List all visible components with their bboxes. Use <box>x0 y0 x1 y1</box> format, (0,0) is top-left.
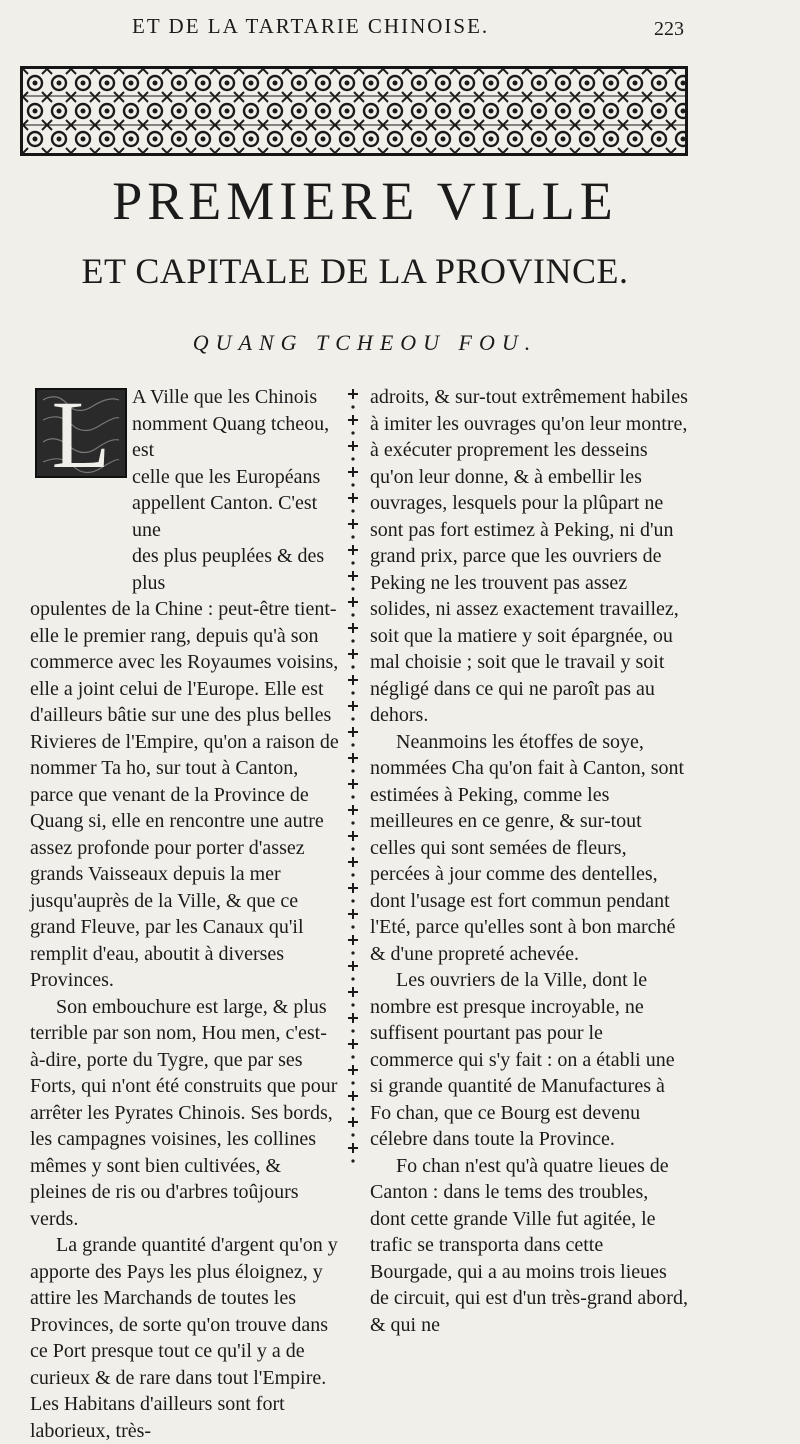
divider-mark <box>348 779 358 789</box>
column-divider-ornament-icon <box>340 388 366 1164</box>
divider-dot <box>351 951 354 954</box>
divider-dot <box>351 795 354 798</box>
ornament-pattern-icon <box>23 69 685 153</box>
divider-dot <box>351 1133 354 1136</box>
divider-dot <box>351 821 354 824</box>
running-title: ET DE LA TARTARIE CHINOISE. <box>132 14 490 38</box>
divider-mark <box>348 1143 358 1153</box>
divider-dot <box>351 769 354 772</box>
divider-dot <box>351 483 354 486</box>
opening-line: nomment Quang tcheou, est <box>132 412 330 461</box>
opening-line: A Ville que les Chinois <box>132 386 318 408</box>
divider-mark <box>348 1065 358 1075</box>
divider-dot <box>351 405 354 408</box>
column-divider <box>340 388 366 1164</box>
opening-line: des plus peuplées & des plus <box>132 545 325 594</box>
divider-mark <box>348 701 358 711</box>
drop-cap-letter: L <box>51 381 111 488</box>
divider-dot <box>351 899 354 902</box>
divider-dot <box>351 639 354 642</box>
divider-mark <box>348 805 358 815</box>
divider-mark <box>348 571 358 581</box>
divider-dot <box>351 717 354 720</box>
divider-dot <box>351 587 354 590</box>
divider-dot <box>351 431 354 434</box>
divider-dot <box>351 873 354 876</box>
paragraph: Neanmoins les étoffes de soye, nommées Cha qu'on fait à Canton, sont estimées à Peking, comme les meilleures en ce genre, & sur-tout celles qui sont semées de fleurs, percées à jour comme des dentelles, dont l'usage est fort commun pendant l'Eté, parce qu'elles sont à bon marché & d'une propreté achevée. <box>370 730 685 965</box>
divider-mark <box>348 389 358 399</box>
paragraph: opulentes de la Chine : peut-être tient-elle le premier rang, depuis qu'à son commerce avec les Royaumes voisins, elle a joint celui de l'Europe. Elle est d'ailleurs bâtie sur une des plus belles Rivieres de l'Empire, qu'on a raison de nommer Ta ho, sur tout à Canton, parce que venant de la Province de Quang si, elle en rencontre une autre assez profonde pour porter d'assez grands Vaisseaux depuis la mer jusqu'auprès de la Ville, & que ce grand Fleuve, par les Canaux qu'il remplit d'eau, aboutit à diverses Provinces. <box>30 598 339 991</box>
divider-dot <box>351 561 354 564</box>
divider-mark <box>348 1117 358 1127</box>
divider-dot <box>351 743 354 746</box>
divider-mark <box>348 1039 358 1049</box>
ornamental-band <box>20 66 688 156</box>
page-title: PREMIERE VILLE <box>112 171 618 231</box>
divider-mark <box>348 415 358 425</box>
opening-line: celle que les Européans <box>132 465 321 488</box>
divider-dot <box>351 847 354 850</box>
divider-mark <box>348 493 358 503</box>
divider-dot <box>351 1081 354 1084</box>
opening-lines <box>30 381 342 596</box>
divider-mark <box>348 1013 358 1023</box>
divider-mark <box>348 467 358 477</box>
paragraph: Les ouvriers de la Ville, dont le nombre est presque incroyable, ne suffisent pourtant pas pour le commerce qui s'y fait : on a établi une si grande quantité de Manufactures à Fo chan, que ce Bourg est devenu célebre dans toute la Province. <box>370 969 675 1150</box>
divider-dot <box>351 977 354 980</box>
divider-dot <box>351 535 354 538</box>
divider-mark <box>348 597 358 607</box>
divider-mark <box>348 1091 358 1101</box>
divider-dot <box>351 613 354 616</box>
divider-dot <box>351 925 354 928</box>
divider-mark <box>348 831 358 841</box>
divider-dot <box>351 691 354 694</box>
divider-dot <box>351 665 354 668</box>
divider-mark <box>348 441 358 451</box>
paragraph: La grande quantité d'argent qu'on y apporte des Pays les plus éloignez, y attire les Marchands de toutes les Provinces, de sorte qu'on trouve dans ce Port presque tout ce qu'il y a de curieux & de rare dans tout l'Empire. Les Habitans d'ailleurs sont fort laborieux, très- <box>30 1234 338 1442</box>
divider-dot <box>351 1055 354 1058</box>
paragraph: Son embouchure est large, & plus terrible par son nom, Hou men, c'est-à-dire, porte du Tygre, que par ses Forts, qui n'ont été construits que pour arrêter les Pyrates Chinois. Ses bords, les campagnes voisines, les collines mêmes y sont bien cultivées, & pleines de ris ou d'arbres toûjours verds. <box>30 995 338 1230</box>
divider-mark <box>348 623 358 633</box>
divider-dot <box>351 1003 354 1006</box>
left-column <box>30 381 342 1444</box>
divider-dot <box>351 457 354 460</box>
right-column <box>370 384 688 1338</box>
divider-dot <box>351 1159 354 1162</box>
page-title-second-line: ET CAPITALE DE LA PROVINCE. <box>81 251 629 291</box>
divider-mark <box>348 545 358 555</box>
divider-mark <box>348 935 358 945</box>
divider-mark <box>348 961 358 971</box>
paragraph: Fo chan n'est qu'à quatre lieues de Canton : dans le tems des troubles, dont cette grande Ville fut agitée, le trafic se transporta dans cette Bourgade, qui a au moins trois lieues de circuit, qui est d'un très-grand abord, & qui ne <box>370 1154 688 1336</box>
divider-mark <box>348 727 358 737</box>
divider-mark <box>348 883 358 893</box>
paragraph: adroits, & sur-tout extrêmement habiles à imiter les ouvrages qu'on leur montre, à exécuter proprement les desseins qu'on leur donne, & à embellir les ouvrages, lesquels pour la plûpart ne sont pas fort estimez à Peking, ni d'un grand prix, parce que les ouvriers de Peking ne les trouvent pas assez solides, ni assez exactement travaillez, soit que la matiere y soit épargnée, ou mal choisie ; soit que le travail y soit négligé dans ce qui ne paroît pas au dehors. <box>370 386 688 726</box>
page-subtitle: QUANG TCHEOU FOU. <box>192 330 538 355</box>
divider-mark <box>348 909 358 919</box>
divider-mark <box>348 519 358 529</box>
divider-mark <box>348 675 358 685</box>
divider-dot <box>351 1107 354 1110</box>
page-number: 223 <box>654 18 684 40</box>
divider-mark <box>348 857 358 867</box>
running-head <box>0 8 800 42</box>
divider-dot <box>351 1029 354 1032</box>
divider-mark <box>348 987 358 997</box>
divider-mark <box>348 753 358 763</box>
divider-dot <box>351 509 354 512</box>
opening-line: appellent Canton. C'est une <box>132 492 318 541</box>
divider-mark <box>348 649 358 659</box>
